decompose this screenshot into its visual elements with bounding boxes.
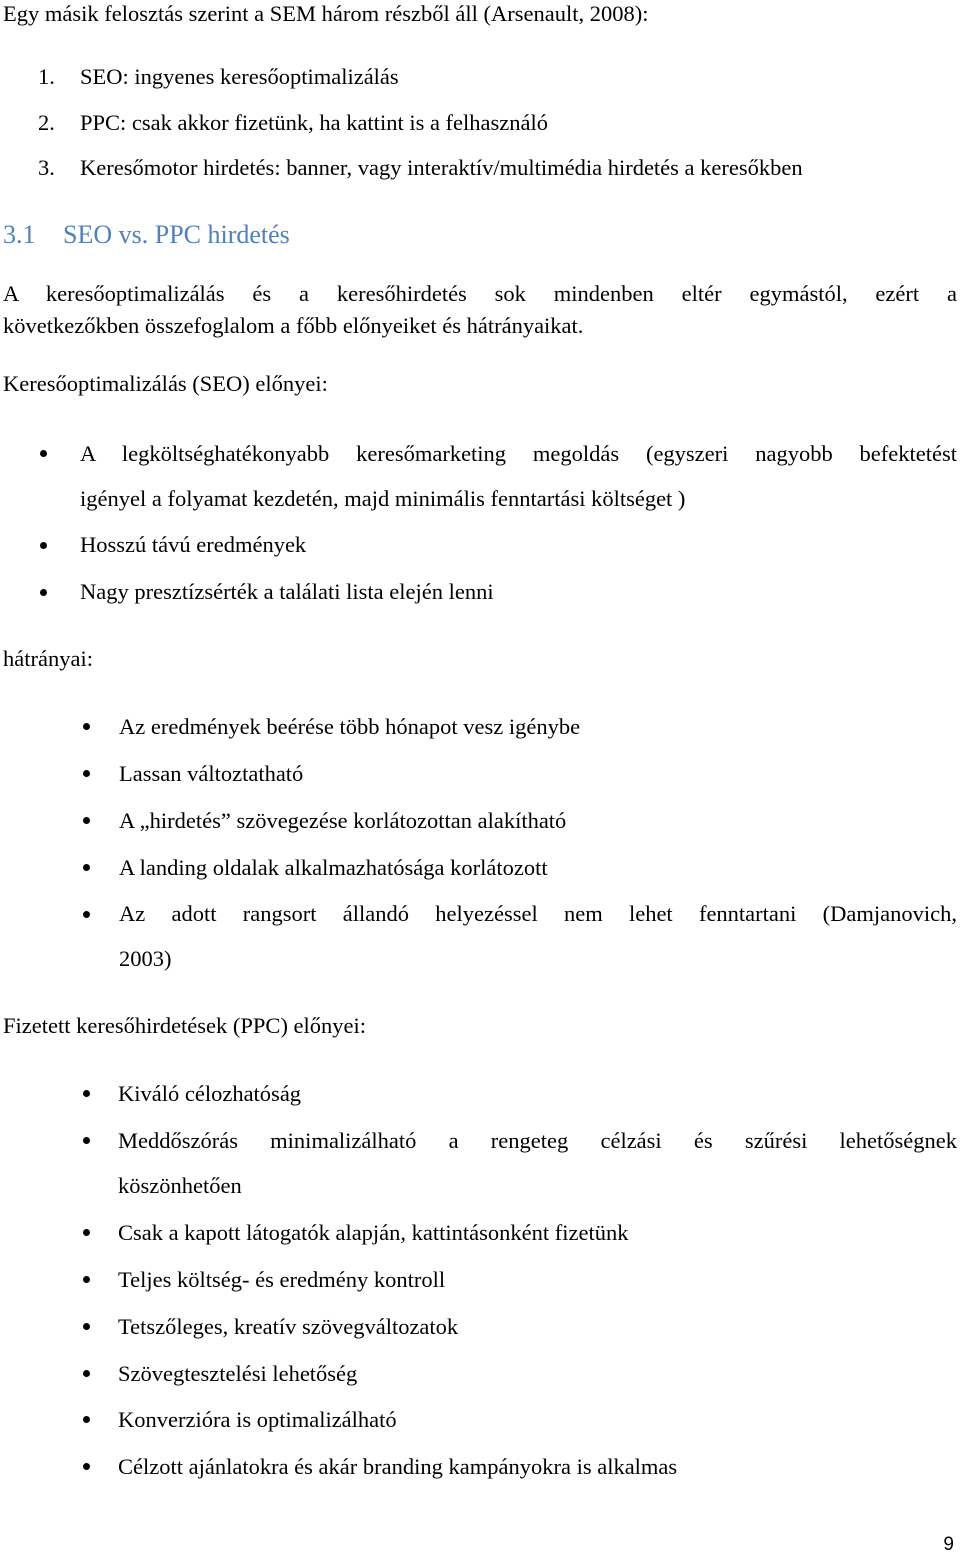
list-item-line: Nagy presztízsérték a találati lista elején lenni	[80, 579, 494, 604]
bullet-icon	[83, 770, 90, 777]
list-item-text: SEO: ingyenes keresőoptimalizálás	[80, 64, 399, 89]
bullet-icon	[83, 1463, 90, 1470]
list-item-line: Tetszőleges, kreatív szövegváltozatok	[118, 1314, 459, 1339]
bullet-icon	[83, 864, 90, 871]
bullet-icon	[40, 542, 47, 549]
bullet-icon	[83, 911, 90, 918]
list-item-line: Szövegtesztelési lehetőség	[118, 1361, 358, 1386]
list-item-line: Lassan változtatható	[119, 761, 304, 786]
bullet-icon	[40, 589, 47, 596]
bullet-icon	[83, 817, 90, 824]
list-item-line: A „hirdetés” szövegezése korlátozottan alakítható	[119, 808, 567, 833]
list-item	[38, 154, 803, 182]
list-item-number: 3.	[38, 155, 55, 180]
list-item-number: 1.	[38, 64, 55, 89]
intro-text: Egy másik felosztás szerint a SEM három részből áll (Arsenault, 2008):	[3, 1, 649, 26]
seo-pros-label: Keresőoptimalizálás (SEO) előnyei:	[3, 371, 328, 396]
list-item-line: A legköltséghatékonyabb keresőmarketing megoldás (egyszeri nagyobb befektetést	[80, 441, 957, 466]
bullet-icon	[83, 1416, 90, 1423]
list-item-line: Az adott rangsort állandó helyezéssel nem lehet fenntartani (Damjanovich,	[119, 901, 957, 926]
bullet-icon	[83, 1090, 90, 1097]
list-item-line: Csak a kapott látogatók alapján, kattintásonként fizetünk	[118, 1220, 629, 1245]
list-item-line: igényel a folyamat kezdetén, majd minimális fenntartási költséget )	[80, 486, 686, 511]
list-item	[38, 63, 399, 91]
list-item-line: Meddőszórás minimalizálható a rengeteg célzási és szűrési lehetőségnek	[118, 1128, 957, 1153]
list-item-line: Kiváló célozhatóság	[118, 1081, 302, 1106]
seo-cons-label: hátrányai:	[3, 646, 93, 671]
section-title: SEO vs. PPC hirdetés	[63, 220, 290, 249]
list-item-line: Hosszú távú eredmények	[80, 532, 307, 557]
list-item-number: 2.	[38, 110, 55, 135]
paragraph-line: A keresőoptimalizálás és a keresőhirdetés sok mindenben eltér egymástól, ezért a	[3, 281, 957, 306]
bullet-icon	[83, 1276, 90, 1283]
bullet-icon	[83, 1137, 90, 1144]
list-item-text: Keresőmotor hirdetés: banner, vagy interaktív/multimédia hirdetés a keresőkben	[80, 155, 803, 180]
list-item	[38, 109, 548, 137]
bullet-icon	[40, 450, 47, 457]
list-item-line: A landing oldalak alkalmazhatósága korlátozott	[119, 855, 548, 880]
page-number: 9	[943, 1534, 954, 1555]
ppc-pros-label: Fizetett keresőhirdetések (PPC) előnyei:	[3, 1013, 367, 1038]
list-item-line: 2003)	[119, 946, 172, 971]
list-item-line: Az eredmények beérése több hónapot vesz igénybe	[119, 714, 581, 739]
list-item-text: PPC: csak akkor fizetünk, ha kattint is a felhasználó	[80, 110, 549, 135]
list-item-line: Teljes költség- és eredmény kontroll	[118, 1267, 446, 1292]
section-number: 3.1	[3, 220, 36, 249]
list-item-line: Célzott ajánlatokra és akár branding kampányokra is alkalmas	[118, 1454, 678, 1479]
paragraph-line: következőkben összefoglalom a főbb előnyeiket és hátrányaikat.	[3, 313, 584, 338]
list-item-line: köszönhetően	[118, 1173, 242, 1198]
bullet-icon	[83, 1370, 90, 1377]
bullet-icon	[83, 1229, 90, 1236]
bullet-icon	[83, 723, 90, 730]
list-item-line: Konverzióra is optimalizálható	[118, 1407, 397, 1432]
bullet-icon	[83, 1323, 90, 1330]
section-heading	[3, 221, 290, 249]
